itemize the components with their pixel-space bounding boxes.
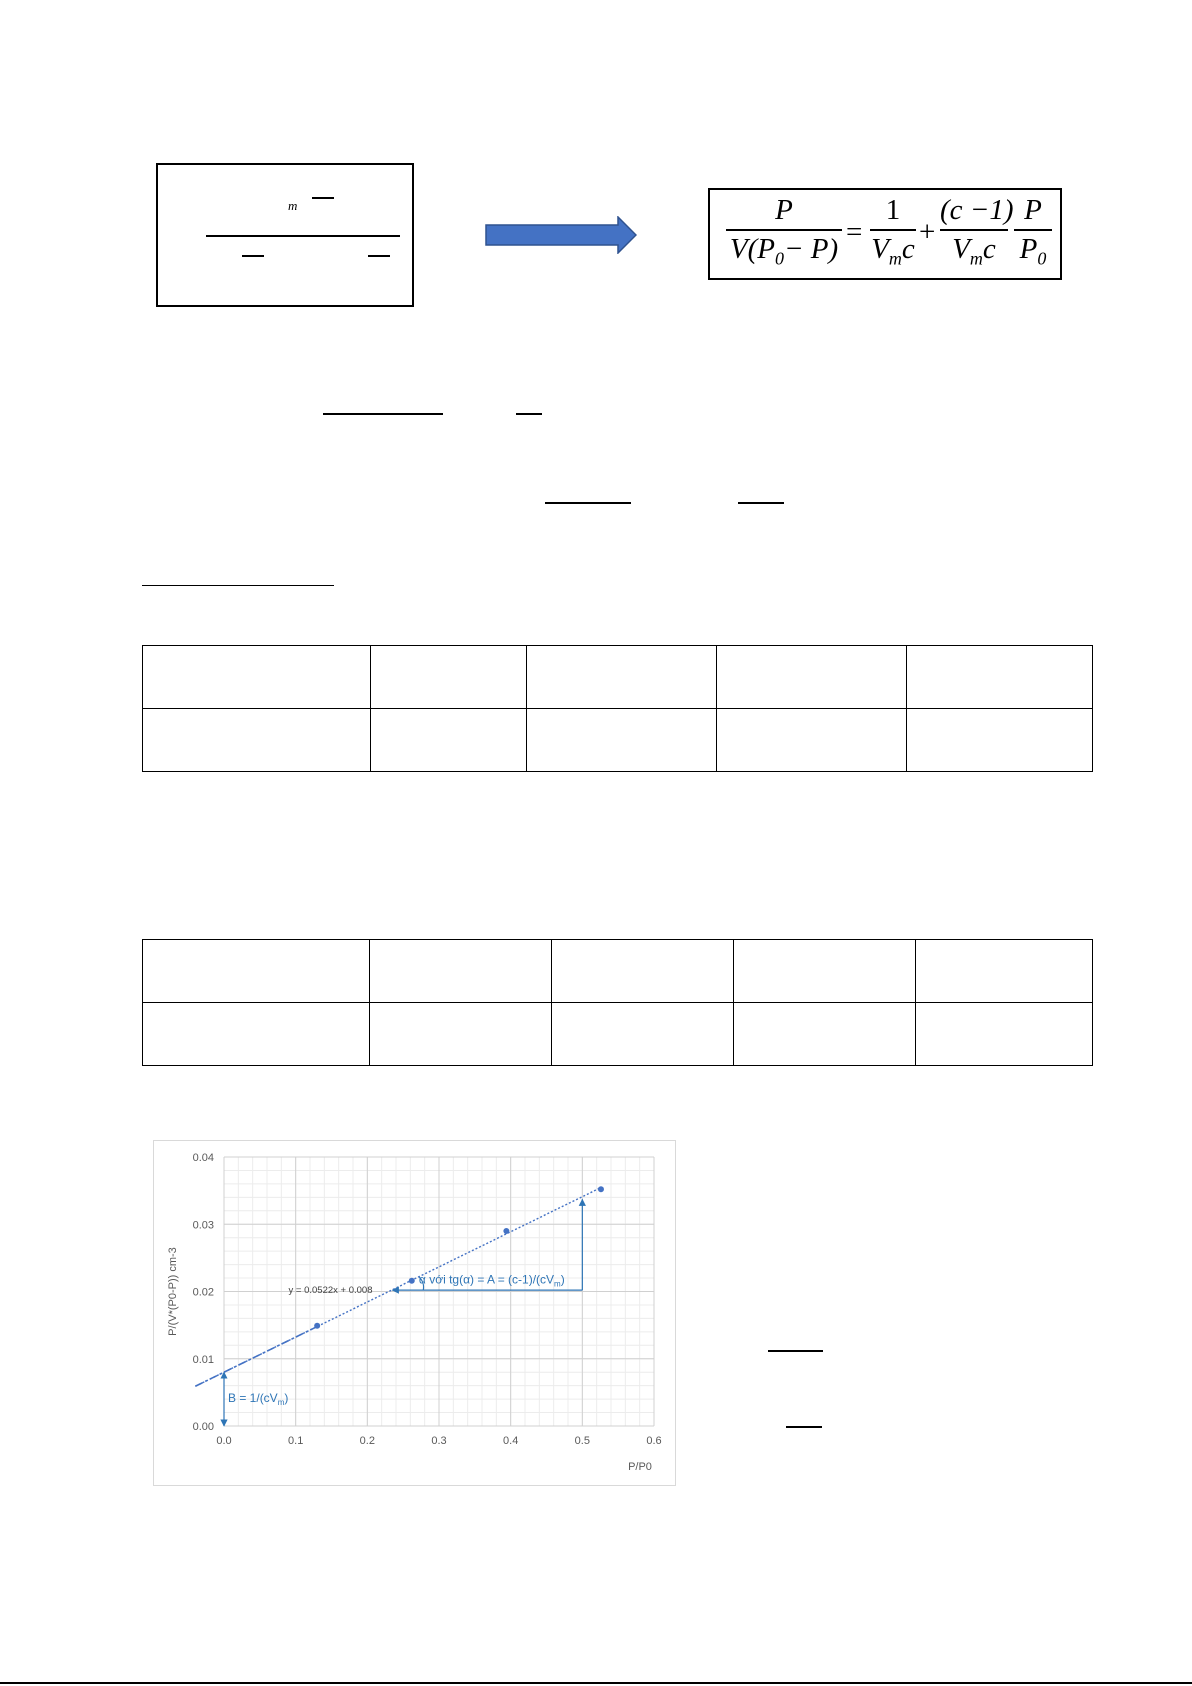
equals-sign: = (846, 216, 863, 248)
data-table-2 (142, 939, 1093, 1066)
x-tick-label: 0.2 (359, 1435, 375, 1447)
lhs-fraction (726, 194, 842, 266)
y-axis-label: P/(V*(P0-P)) cm-3 (167, 1247, 179, 1336)
small-bar-top (312, 197, 334, 199)
small-bar-right (368, 255, 390, 257)
intercept-label: $B = 1/(cV_m)$ (228, 1390, 289, 1407)
slope-label: α với $tg(\alpha) = A = (c-1)/(cV_m)$ (418, 1272, 565, 1289)
main-fraction-bar (206, 235, 400, 237)
x-tick-label: 0.6 (646, 1435, 662, 1447)
term2-denominator: $V_mc$ (952, 232, 996, 268)
term2-numerator: (c −1) (940, 194, 1014, 226)
term3-fraction (1014, 194, 1052, 266)
term1-fraction (870, 194, 916, 266)
data-table-1 (142, 645, 1093, 772)
plus-sign: + (919, 216, 936, 248)
fraction-bar-5 (768, 1350, 823, 1352)
fraction-bar-1 (323, 413, 443, 415)
data-point (598, 1186, 604, 1192)
x-tick-label: 0.0 (216, 1435, 232, 1447)
lhs-numerator: P (775, 194, 793, 226)
x-tick-label: 0.1 (288, 1435, 304, 1447)
subscript-m: m (288, 198, 298, 213)
data-point (314, 1323, 320, 1329)
y-tick-label: 0.04 (192, 1152, 214, 1164)
bet-plot (154, 1141, 675, 1485)
x-tick-label: 0.5 (574, 1435, 590, 1447)
section-underline (142, 585, 334, 586)
term3-numerator: P (1024, 194, 1042, 226)
y-tick-label: 0.01 (192, 1353, 214, 1366)
right-arrow-icon (485, 216, 637, 254)
left-formula-box (156, 163, 414, 307)
table-row (143, 646, 1093, 709)
lhs-denominator: $V(P_0- P)$ (729, 232, 839, 268)
term1-numerator: 1 (885, 194, 901, 226)
x-tick-label: 0.3 (431, 1435, 447, 1447)
fraction-bar-3 (545, 502, 631, 504)
table-row (143, 940, 1093, 1003)
page-bottom-rule (0, 1682, 1192, 1684)
fraction-bar-2 (516, 413, 542, 415)
table-row (143, 1003, 1093, 1066)
table-row (143, 709, 1093, 772)
term1-denominator: $V_mc$ (871, 232, 915, 268)
x-tick-label: 0.4 (503, 1435, 519, 1447)
small-bar-left (242, 255, 264, 257)
y-tick-label: 0.03 (192, 1219, 214, 1232)
fraction-bar-4 (738, 502, 784, 504)
bet-equation-box (708, 188, 1062, 280)
trendline-equation: y = 0.0522x + 0.008 (288, 1284, 373, 1296)
fraction-bar-6 (786, 1426, 822, 1428)
term2-fraction (940, 194, 1014, 268)
x-axis-label: P/P0 (628, 1461, 652, 1473)
term3-denominator: $P_0$ (1019, 232, 1047, 268)
y-tick-label: 0.02 (192, 1286, 214, 1299)
y-tick-label: 0.00 (192, 1421, 214, 1433)
data-point (503, 1228, 509, 1234)
data-point (409, 1278, 415, 1284)
bet-plot-frame (153, 1140, 676, 1486)
